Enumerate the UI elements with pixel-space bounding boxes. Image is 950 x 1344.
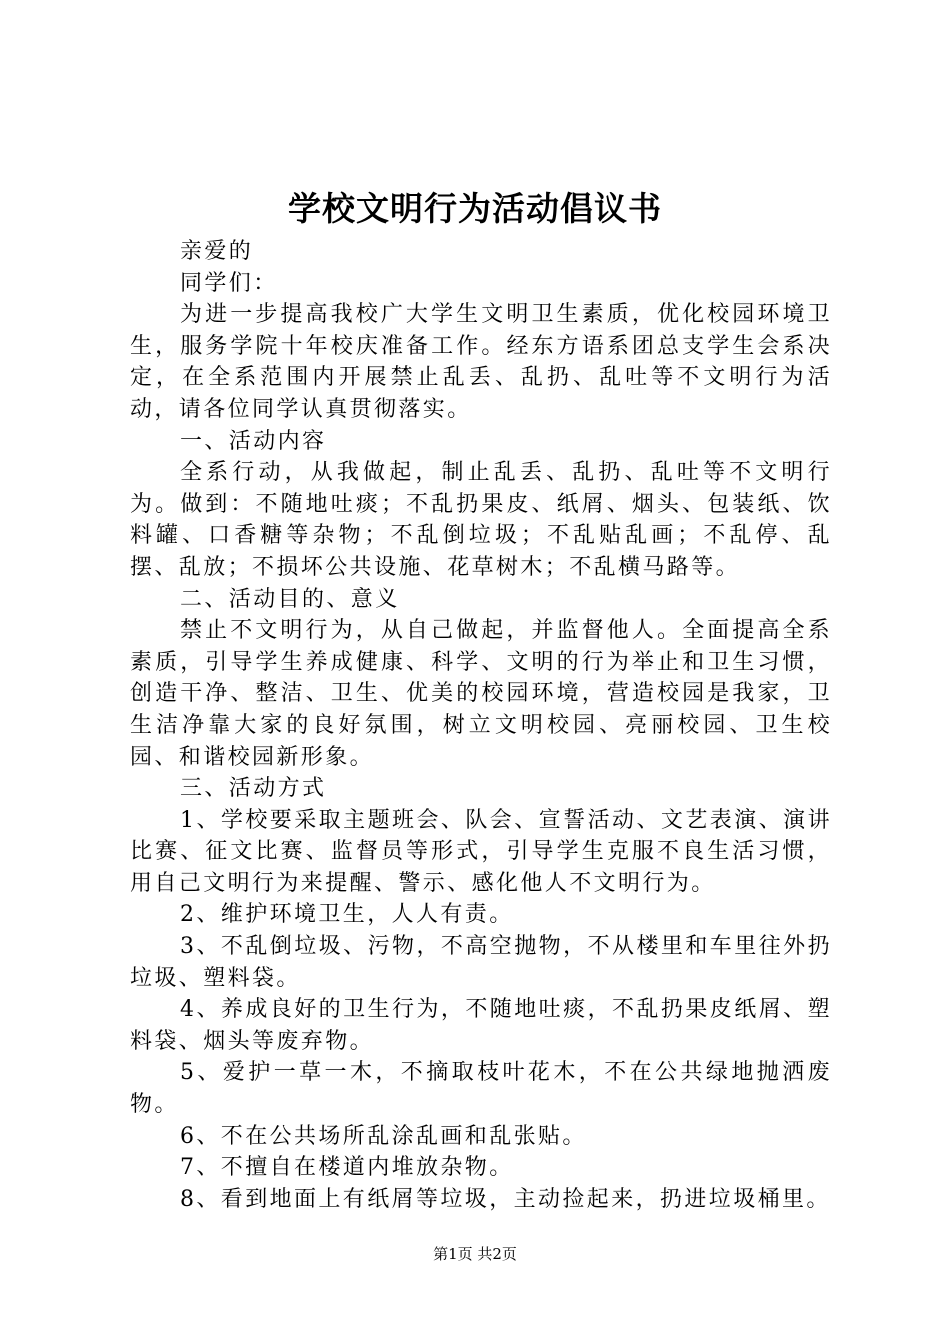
content-paragraph: 全系行动，从我做起，制止乱丢、乱扔、乱吐等不文明行为。做到：不随地吐痰；不乱扔果皮、纸屑、烟头、包装纸、饮料罐、口香糖等杂物；不乱倒垃圾；不乱贴乱画；不乱停、乱摆、乱放；不损坏公共设施、花草树木；不乱横马路等。	[130, 460, 832, 580]
method-item-1: 1、学校要采取主题班会、队会、宣誓活动、文艺表演、演讲比赛、征文比赛、监督员等形式，引导学生克服不良生活习惯，用自己文明行为来提醒、警示、感化他人不文明行为。	[130, 807, 832, 896]
salutation-line-1: 亲爱的	[180, 239, 254, 264]
method-item-6: 6、不在公共场所乱涂乱画和乱张贴。	[180, 1123, 587, 1149]
method-item-3: 3、不乱倒垃圾、污物，不高空抛物，不从楼里和车里往外扔垃圾、塑料袋。	[130, 934, 832, 991]
section-heading-purpose: 二、活动目的、意义	[180, 586, 400, 612]
method-item-2: 2、维护环境卫生，人人有责。	[180, 902, 514, 928]
method-item-8: 8、看到地面上有纸屑等垃圾，主动捡起来，扔进垃圾桶里。	[180, 1186, 831, 1212]
salutation-line-2: 同学们：	[180, 270, 278, 296]
page-number-footer: 第1页 共2页	[433, 1245, 517, 1263]
purpose-paragraph: 禁止不文明行为，从自己做起，并监督他人。全面提高全系素质，引导学生养成健康、科学、文明的行为举止和卫生习惯，创造干净、整洁、卫生、优美的校园环境，营造校园是我家，卫生洁净靠大家的良好氛围，树立文明校园、亮丽校园、卫生校园、和谐校园新形象。	[130, 618, 832, 770]
method-item-7: 7、不擅自在楼道内堆放杂物。	[180, 1155, 514, 1181]
method-item-4: 4、养成良好的卫生行为，不随地吐痰，不乱扔果皮纸屑、塑料袋、烟头等废弃物。	[130, 997, 832, 1054]
method-item-5: 5、爱护一草一木，不摘取枝叶花木，不在公共绿地抛洒废物。	[130, 1060, 832, 1118]
document-title: 学校文明行为活动倡议书	[288, 189, 662, 228]
intro-paragraph: 为进一步提高我校广大学生文明卫生素质，优化校园环境卫生，服务学院十年校庆准备工作。经东方语系团总支学生会系决定，在全系范围内开展禁止乱丢、乱扔、乱吐等不文明行为活动，请各位同学认真贯彻落实。	[130, 302, 832, 422]
section-heading-content: 一、活动内容	[180, 428, 327, 454]
document-body	[130, 236, 832, 1215]
section-heading-methods: 三、活动方式	[180, 776, 327, 802]
